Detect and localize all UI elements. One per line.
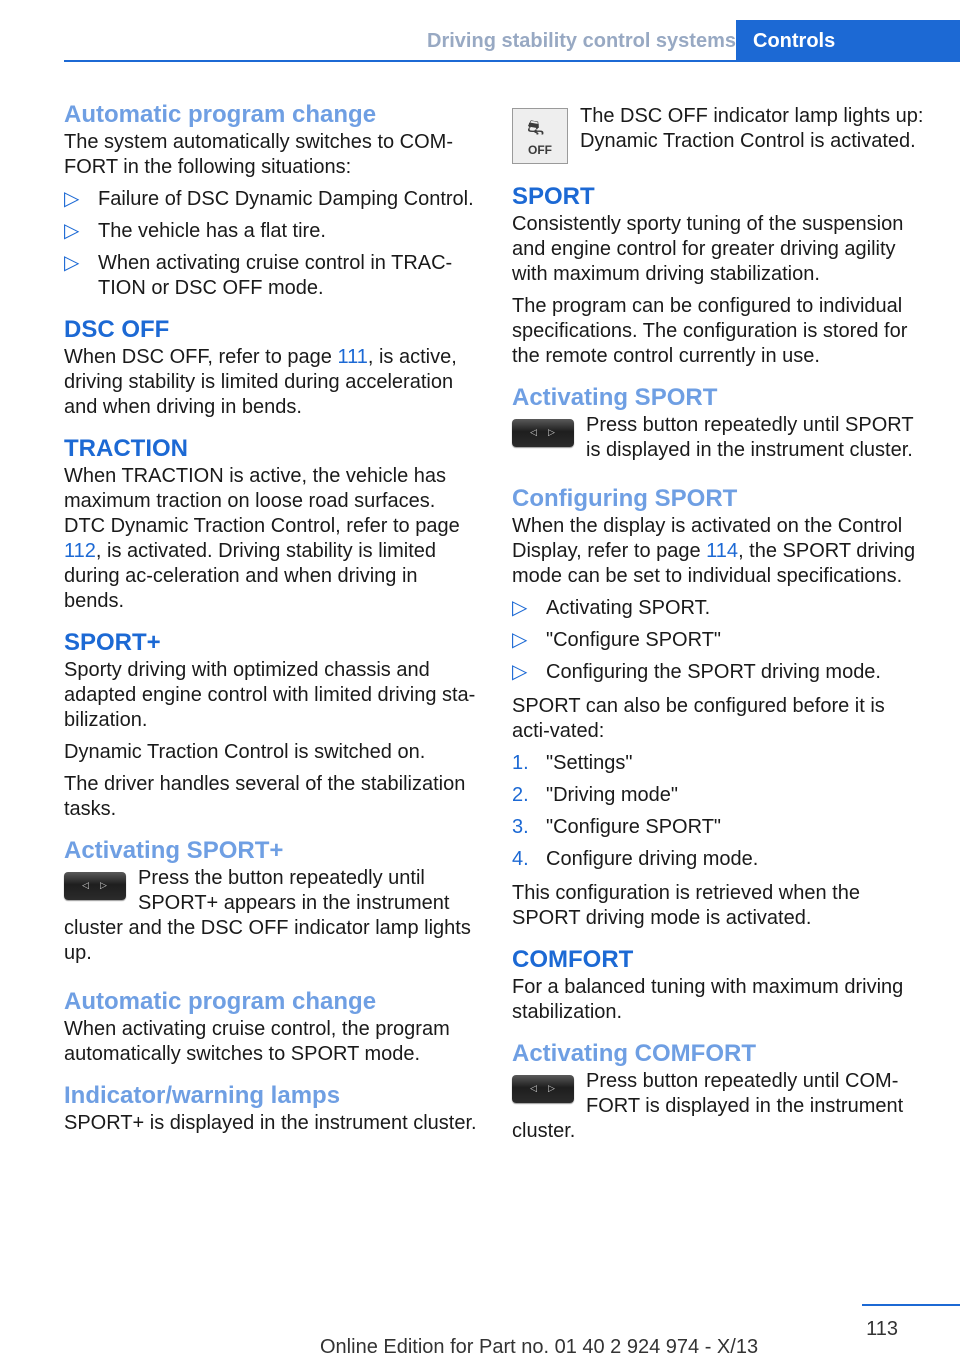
- list-item: ▷ Activating SPORT.: [512, 597, 711, 619]
- heading-indicator-lamps: Indicator/warning lamps: [64, 1082, 341, 1109]
- page-link-114[interactable]: 114: [706, 540, 739, 562]
- dsc-off-indicator-text: The DSC OFF indicator lamp lights up: Dynamic Traction Control is activated.: [580, 105, 924, 152]
- bullet-triangle-icon: ▷: [64, 220, 80, 242]
- page-header: [0, 0, 960, 62]
- comfort-text: For a balanced tuning with maximum driving stabilization.: [512, 976, 904, 1023]
- bullet-triangle-icon: ▷: [512, 597, 528, 619]
- list-item: ▷ The vehicle has a flat tire.: [64, 220, 326, 242]
- bullet-triangle-icon: ▷: [512, 661, 528, 683]
- dsc-off-indicator-icon: ⛐ OFF: [512, 108, 568, 164]
- configuring-sport-section: [512, 484, 928, 931]
- list-item: ▷ Configuring the SPORT driving mode.: [512, 661, 881, 683]
- dsc-off-text: When DSC OFF, refer to page 111, is active, driving stability is limited during acceleration and when driving in bends.: [64, 346, 457, 418]
- page-number: 113: [866, 1318, 898, 1340]
- heading-activating-comfort: Activating COMFORT: [512, 1040, 756, 1067]
- heading-auto-change-2: Automatic program change: [64, 988, 377, 1015]
- right-column: [512, 104, 928, 1165]
- traction-section: [64, 434, 480, 614]
- driving-mode-button-icon: ◁ ▷: [512, 419, 574, 447]
- section-title: Driving stability control systems: [427, 30, 736, 52]
- activating-sport-text: Press button repeatedly until SPORT is displayed in the instrument cluster.: [586, 414, 914, 461]
- sport-paragraph: Consistently sporty tuning of the suspension and engine control for greater driving agility with maximum driving stabilization.: [512, 213, 904, 285]
- sport-plus-paragraph: Dynamic Traction Control is switched on.: [64, 741, 426, 763]
- auto-change-intro: The system automatically switches to COM‐FORT in the following situations:: [64, 131, 453, 178]
- heading-auto-change-1: Automatic program change: [64, 101, 377, 128]
- activating-sport-section: [512, 383, 928, 470]
- auto-change-list: [64, 187, 480, 301]
- header-rule: [64, 60, 736, 62]
- bullet-triangle-icon: ▷: [512, 629, 528, 651]
- configuring-sport-steps: [512, 751, 928, 872]
- chapter-tab: Controls: [736, 20, 960, 62]
- sport-plus-paragraph: Sporty driving with optimized chassis and adapted engine control with limited driving sta‐bilization.: [64, 659, 476, 731]
- bullet-triangle-icon: ▷: [64, 252, 80, 274]
- heading-traction: TRACTION: [64, 435, 188, 462]
- heading-activating-sport: Activating SPORT: [512, 384, 718, 411]
- heading-sport-plus: SPORT+: [64, 629, 161, 656]
- numbered-step: 2. "Driving mode": [512, 784, 679, 806]
- page-link-112[interactable]: 112: [64, 540, 96, 562]
- configuring-sport-text: When the display is activated on the Control Display, refer to page 114, the SPORT driving mode can be set to individual specifications.: [512, 515, 916, 587]
- heading-comfort: COMFORT: [512, 946, 634, 973]
- indicator-lamps-text: SPORT+ is displayed in the instrument cluster.: [64, 1112, 477, 1134]
- dsc-off-section: [64, 315, 480, 420]
- sport-section: [512, 182, 928, 369]
- left-column: [64, 100, 480, 1150]
- indicator-lamps-section: [64, 1081, 480, 1136]
- sport-paragraph: The program can be configured to individual specifications. The configuration is stored for the remote control currently in use.: [512, 295, 908, 367]
- configuring-sport-pre-text: SPORT can also be configured before it is acti‐vated:: [512, 695, 885, 742]
- activating-comfort-text: Press button repeatedly until COM‐FORT is displayed in the instrument cluster.: [512, 1070, 904, 1142]
- auto-change-section-2: [64, 987, 480, 1067]
- numbered-step: 3. "Configure SPORT": [512, 816, 722, 838]
- driving-mode-button-icon: ◁ ▷: [512, 1075, 574, 1103]
- footer-rule: [862, 1304, 960, 1306]
- comfort-section: [512, 945, 928, 1025]
- heading-sport: SPORT: [512, 183, 595, 210]
- driving-mode-button-icon: ◁ ▷: [64, 872, 126, 900]
- list-item: ▷ When activating cruise control in TRAC‐TION or DSC OFF mode.: [64, 252, 453, 299]
- edition-footer: Online Edition for Part no. 01 40 2 924 974 - X/13: [320, 1336, 759, 1358]
- sport-plus-section: [64, 628, 480, 822]
- heading-dsc-off: DSC OFF: [64, 316, 170, 343]
- numbered-step: 1. "Settings": [512, 752, 633, 774]
- numbered-step: 4. Configure driving mode.: [512, 848, 759, 870]
- traction-text: When TRACTION is active, the vehicle has maximum traction on loose road surfaces. DTC Dynamic Traction Control, refer to page 112, is activated. Driving stability is limited during ac‐celeration and when driving in bends.: [64, 465, 460, 612]
- auto-change-section-1: [64, 100, 480, 301]
- sport-plus-paragraph: The driver handles several of the stabilization tasks.: [64, 773, 466, 820]
- activating-sport-plus-section: [64, 836, 480, 973]
- configuring-sport-list: [512, 596, 928, 685]
- auto-change-2-text: When activating cruise control, the program automatically switches to SPORT mode.: [64, 1018, 450, 1065]
- bullet-triangle-icon: ▷: [64, 188, 80, 210]
- list-item: ▷ Failure of DSC Dynamic Damping Control.: [64, 188, 474, 210]
- activating-sport-plus-text: Press the button repeatedly until SPORT+ appears in the instrument cluster and the DSC OFF indicator lamp lights up.: [64, 867, 471, 964]
- heading-configuring-sport: Configuring SPORT: [512, 485, 738, 512]
- configuring-sport-post-text: This configuration is retrieved when the SPORT driving mode is activated.: [512, 882, 860, 929]
- page-link-111[interactable]: 111: [337, 346, 368, 368]
- activating-comfort-section: [512, 1039, 928, 1151]
- list-item: ▷ "Configure SPORT": [512, 629, 722, 651]
- heading-activating-sport-plus: Activating SPORT+: [64, 837, 284, 864]
- dsc-off-indicator-block: [512, 104, 928, 168]
